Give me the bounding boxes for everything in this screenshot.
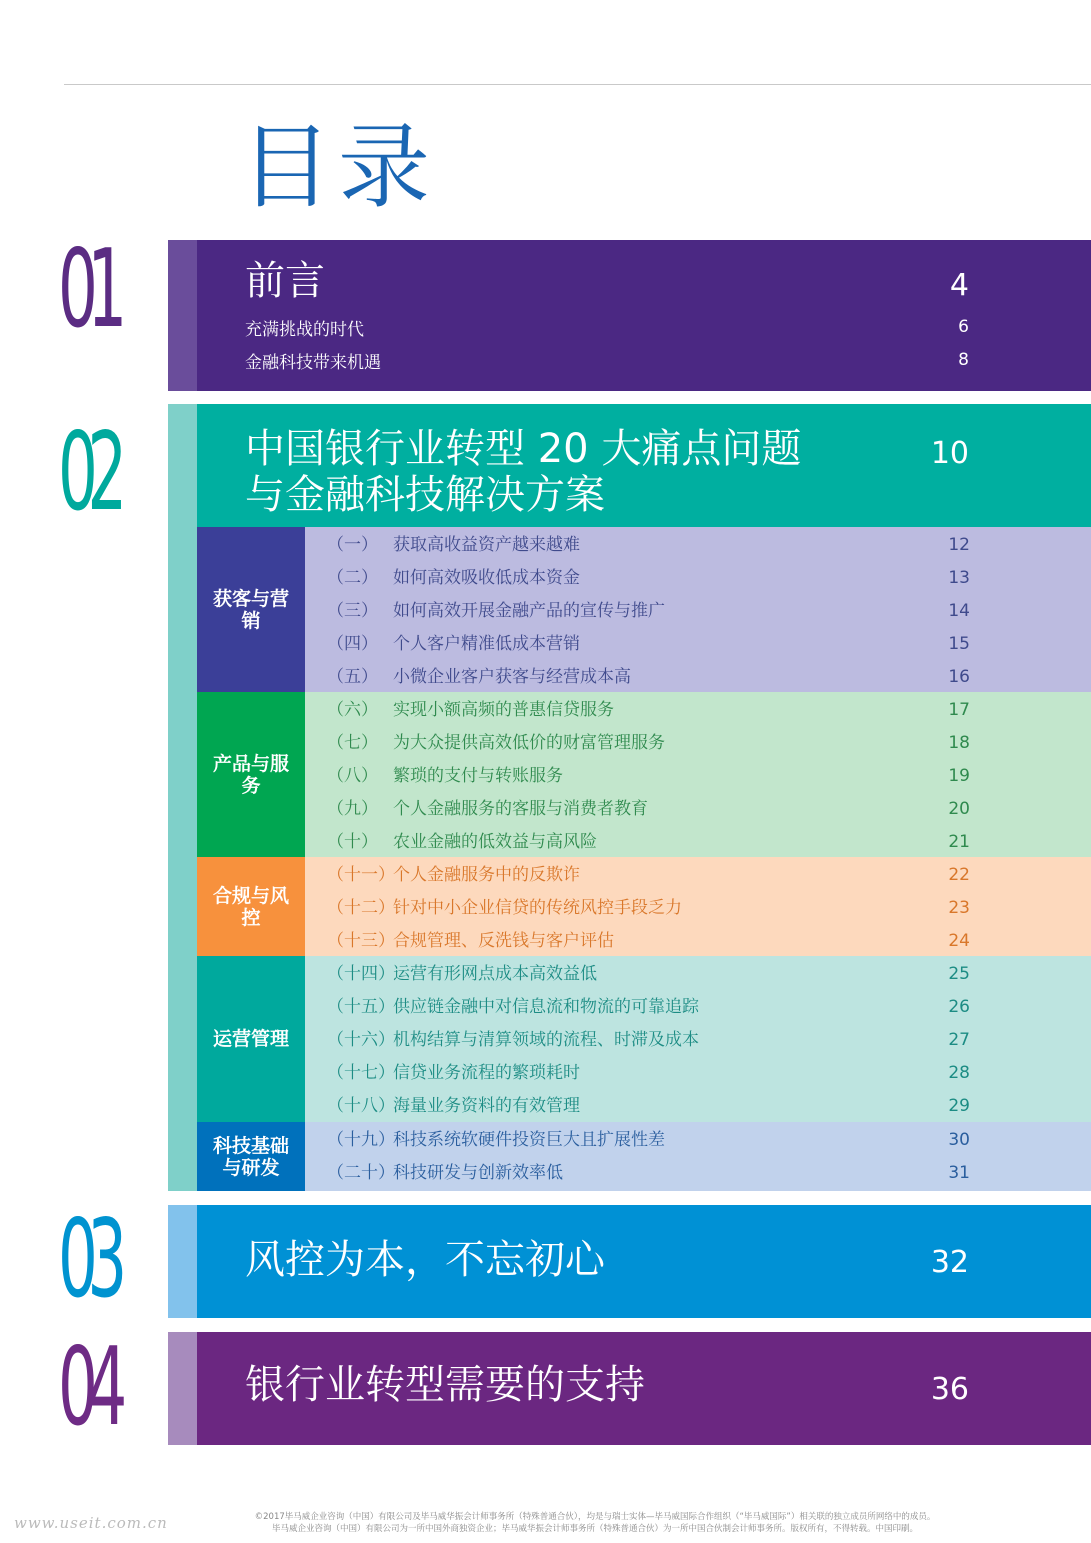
toc-row-index: （十八） [327,1096,395,1116]
section-01-sub-1-title: 充满挑战的时代 [245,320,364,340]
toc-row-index: （十一） [327,865,395,885]
toc-row-page: 22 [948,865,970,885]
section-number-02: 02 [58,410,117,535]
toc-row[interactable] [305,661,1091,694]
section-number-01: 01 [58,227,117,352]
toc-row[interactable] [305,892,1091,925]
toc-row-title: 个人金融服务的客服与消费者教育 [393,799,648,819]
section-04-page: 36 [930,1372,969,1407]
toc-row-title: 针对中小企业信贷的传统风控手段乏力 [393,898,682,918]
section-01-sub-2-title: 金融科技带来机遇 [245,353,381,373]
toc-row[interactable] [305,595,1091,628]
category-products-services: 产品与服务 [197,692,305,857]
section-01-title: 前言 [245,258,325,304]
section-04-strip [168,1332,197,1445]
toc-row-page: 20 [948,799,970,819]
toc-row-index: （四） [327,634,378,654]
footer-copyright-line2: 毕马威企业咨询（中国）有限公司为一所中国外商独资企业；毕马威华振会计师事务所（特殊普通合伙）为一所中国合伙制会计师事务所。版权所有，不得转载。中国印刷。 [271,1524,918,1534]
toc-row-index: （二） [327,568,378,588]
toc-row-page: 18 [948,733,970,753]
toc-row-index: （十二） [327,898,395,918]
category-operations: 运营管理 [197,956,305,1122]
toc-row-index: （十） [327,832,378,852]
top-divider [64,84,1091,85]
toc-row-index: （八） [327,766,378,786]
toc-row-page: 17 [948,700,970,720]
section-01-sub-1-page: 6 [958,317,969,337]
section-01-banner[interactable] [197,240,1091,391]
toc-row-index: （十六） [327,1030,395,1050]
toc-row-page: 28 [948,1063,970,1083]
toc-row-index: （七） [327,733,378,753]
section-number-03: 03 [58,1197,117,1322]
toc-row-title: 如何高效吸收低成本资金 [393,568,580,588]
section-01-sub-2-page: 8 [958,350,969,370]
section-02-banner[interactable] [197,404,1091,527]
section-02-strip [168,404,197,1191]
footer-copyright-line1: ©2017毕马威企业咨询（中国）有限公司及毕马威华振会计师事务所（特殊普通合伙），均是与瑞士实体—毕马威国际合作组织（“毕马威国际”）相关联的独立成员所网络中的成员。 [254,1512,936,1522]
toc-row[interactable] [305,1024,1091,1057]
toc-row-title: 如何高效开展金融产品的宣传与推广 [393,601,665,621]
toc-row-index: （十七） [327,1063,395,1083]
section-03-banner[interactable] [197,1205,1091,1318]
toc-row-title: 合规管理、反洗钱与客户评估 [393,931,614,951]
toc-row-title: 实现小额高频的普惠信贷服务 [393,700,614,720]
section-02-title-line2: 与金融科技解决方案 [245,472,605,518]
toc-row-title: 农业金融的低效益与高风险 [393,832,597,852]
toc-row-page: 13 [948,568,970,588]
section-02-page: 10 [930,436,969,471]
toc-row[interactable] [305,529,1091,562]
toc-row[interactable] [305,859,1091,892]
toc-row-index: （十四） [327,964,395,984]
section-03-strip [168,1205,197,1318]
toc-row-page: 19 [948,766,970,786]
toc-row-page: 31 [948,1163,970,1183]
toc-row[interactable] [305,793,1091,826]
toc-row-index: （六） [327,700,378,720]
toc-row-title: 信贷业务流程的繁琐耗时 [393,1063,580,1083]
toc-row-page: 27 [948,1030,970,1050]
section-03-page: 32 [930,1245,969,1280]
toc-row-page: 26 [948,997,970,1017]
toc-row[interactable] [305,925,1091,958]
toc-row[interactable] [305,1124,1091,1157]
section-number-04: 04 [58,1325,117,1450]
toc-row-title: 繁琐的支付与转账服务 [393,766,563,786]
page-title: 目录 [240,114,437,221]
toc-row[interactable] [305,694,1091,727]
section-04-banner[interactable] [197,1332,1091,1445]
toc-row-title: 为大众提供高效低价的财富管理服务 [393,733,665,753]
toc-row-page: 24 [948,931,970,951]
toc-row-index: （一） [327,535,378,555]
toc-row[interactable] [305,727,1091,760]
category-compliance-risk: 合规与风控 [197,857,305,956]
toc-row-title: 运营有形网点成本高效益低 [393,964,597,984]
toc-row[interactable] [305,958,1091,991]
toc-row-page: 21 [948,832,970,852]
toc-row[interactable] [305,628,1091,661]
toc-row-title: 小微企业客户获客与经营成本高 [393,667,631,687]
toc-row-title: 供应链金融中对信息流和物流的可靠追踪 [393,997,699,1017]
toc-row-page: 15 [948,634,970,654]
section-03-title: 风控为本，不忘初心 [245,1237,605,1283]
toc-row[interactable] [305,562,1091,595]
toc-row[interactable] [305,1157,1091,1190]
toc-row-page: 23 [948,898,970,918]
category-acquisition-marketing: 获客与营销 [197,527,305,692]
toc-row[interactable] [305,991,1091,1024]
toc-row-page: 12 [948,535,970,555]
toc-row-title: 个人金融服务中的反欺诈 [393,865,580,885]
toc-row[interactable] [305,760,1091,793]
toc-row-page: 14 [948,601,970,621]
section-01-page: 4 [949,268,969,303]
toc-row[interactable] [305,826,1091,859]
toc-row-page: 29 [948,1096,970,1116]
toc-row-title: 机构结算与清算领域的流程、时滞及成本 [393,1030,699,1050]
toc-row-index: （九） [327,799,378,819]
toc-row-index: （二十） [327,1163,395,1183]
toc-row-title: 个人客户精准低成本营销 [393,634,580,654]
toc-row-page: 16 [948,667,970,687]
toc-row[interactable] [305,1090,1091,1123]
toc-row-index: （十三） [327,931,395,951]
toc-row-index: （十五） [327,997,395,1017]
toc-row[interactable] [305,1057,1091,1090]
section-01-strip [168,240,197,391]
toc-row-index: （五） [327,667,378,687]
watermark: www.useit.com.cn [14,1514,168,1532]
toc-row-title: 获取高收益资产越来越难 [393,535,580,555]
toc-row-title: 海量业务资料的有效管理 [393,1096,580,1116]
toc-row-title: 科技系统软硬件投资巨大且扩展性差 [393,1130,665,1150]
toc-row-page: 25 [948,964,970,984]
section-04-title: 银行业转型需要的支持 [245,1362,645,1408]
toc-row-index: （十九） [327,1130,395,1150]
section-02-title-line1: 中国银行业转型 20 大痛点问题 [245,426,802,472]
toc-row-page: 30 [948,1130,970,1150]
toc-row-title: 科技研发与创新效率低 [393,1163,563,1183]
category-tech-rnd: 科技基础与研发 [197,1122,305,1191]
toc-row-index: （三） [327,601,378,621]
